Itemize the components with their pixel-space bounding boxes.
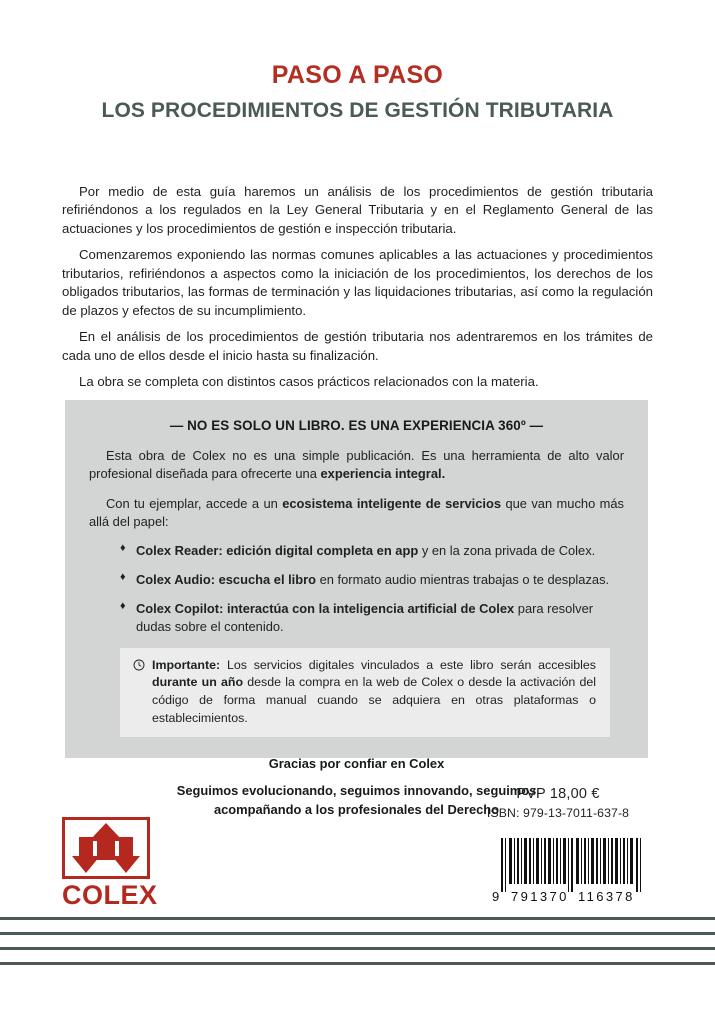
intro-paragraphs [62, 183, 653, 392]
title-block [0, 62, 715, 122]
list-item-bold: Colex Reader: edición digital completa en app [136, 543, 419, 559]
promo-heading: — NO ES SOLO UN LIBRO. ES UNA EXPERIENCIA 360º — [169, 418, 544, 433]
callout-text [132, 657, 596, 728]
footer-rule [0, 932, 715, 935]
promo-paragraph-2 [89, 495, 624, 532]
diamond-bullet-icon: ♦ [120, 571, 126, 584]
thanks-line: Gracias por confiar en Colex [268, 755, 445, 771]
importante-callout [120, 648, 610, 737]
service-list [89, 542, 624, 636]
promo-paragraph-1 [89, 447, 624, 484]
intro-paragraph: Comenzaremos exponiendo las normas comunes aplicables a las actuaciones y procedimientos tributarios, refiriéndonos a aspectos como la iniciación de los procedimientos, los derechos de los obligados tributarios, las formas de terminación y las liquidaciones tributarias, así como la regulación de plazos y efectos de su incumplimiento. [62, 247, 653, 318]
callout-bold-span: durante un año [152, 675, 244, 690]
list-item [120, 571, 624, 589]
list-item-rest: para resolver dudas sobre el contenido. [136, 601, 594, 635]
page-title: PASO A PASO [271, 61, 444, 89]
list-item [120, 600, 624, 636]
colex-logo-mark [62, 817, 150, 879]
callout-text-b: desde la compra en la web de Colex o desde la activación del código de forma manual cuando se adquiera en otras plataformas o establecimientos. [152, 675, 596, 726]
list-item-rest: en formato audio mientras trabajas o te desplazas. [316, 572, 610, 588]
intro-paragraph: En el análisis de los procedimientos de gestión tributaria nos adentraremos en los trámites de cada uno de ellos desde el inicio hasta su finalización. [62, 329, 653, 363]
list-item-bold: Colex Audio: escucha el libro [136, 572, 317, 588]
intro-paragraph: La obra se completa con distintos casos prácticos relacionados con la materia. [79, 374, 539, 390]
motto-line-2: acompañando a los profesionales del Derecho [213, 801, 500, 817]
page-subtitle: LOS PROCEDIMIENTOS DE GESTIÓN TRIBUTARIA [101, 98, 614, 122]
motto-line-1: Seguimos evolucionando, seguimos innovando, seguimos [176, 782, 537, 798]
promo-paragraph-1-bold: experiencia integral. [320, 466, 446, 482]
barcode-image [487, 836, 657, 904]
colex-logo [62, 817, 158, 910]
intro-paragraph: Por medio de esta guía haremos un análisis de los procedimientos de gestión tributaria refiriéndonos a los regulados en la Ley General Tributaria y en el Reglamento General de las actuaciones y los procedimientos de gestión e inspección tributaria. [62, 184, 653, 236]
callout-text-a: Los servicios digitales vinculados a este libro serán accesibles [220, 657, 596, 672]
barcode-digit-left: 9 [492, 889, 500, 904]
list-item-rest: y en la zona privada de Colex. [418, 543, 596, 559]
price-value: PVP 18,00 € [516, 786, 600, 802]
barcode-digits-mid: 791370 [511, 889, 569, 904]
promo-paragraph-1-text: Esta obra de Colex no es una simple publicación. Es una herramienta de alto valor profesional diseñada para ofrecerte una [89, 448, 624, 482]
colex-wordmark: COLEX [62, 880, 158, 910]
callout-label: Importante: [152, 657, 221, 672]
barcode-digits-right: 116378 [578, 889, 635, 904]
price-block [468, 786, 648, 820]
barcode [487, 836, 657, 904]
footer-rule [0, 917, 715, 920]
clock-icon [133, 659, 145, 671]
promo-paragraph-2-bold: ecosistema inteligente de servicios [282, 495, 502, 511]
promo-paragraph-2-text-a: Con tu ejemplar, accede a un [106, 495, 283, 511]
isbn-value: ISBN: 979-13-7011-637-8 [486, 806, 630, 820]
footer-rule [0, 947, 715, 950]
colex-arrows-icon [65, 820, 147, 876]
list-item [120, 542, 624, 560]
diamond-bullet-icon: ♦ [120, 542, 126, 555]
promo-paragraph-2-text-b: que van mucho más allá del papel: [89, 495, 624, 529]
footer-rule [0, 962, 715, 965]
list-item-bold: Colex Copilot: interactúa con la inteligencia artificial de Colex [136, 601, 515, 617]
diamond-bullet-icon: ♦ [120, 600, 126, 613]
